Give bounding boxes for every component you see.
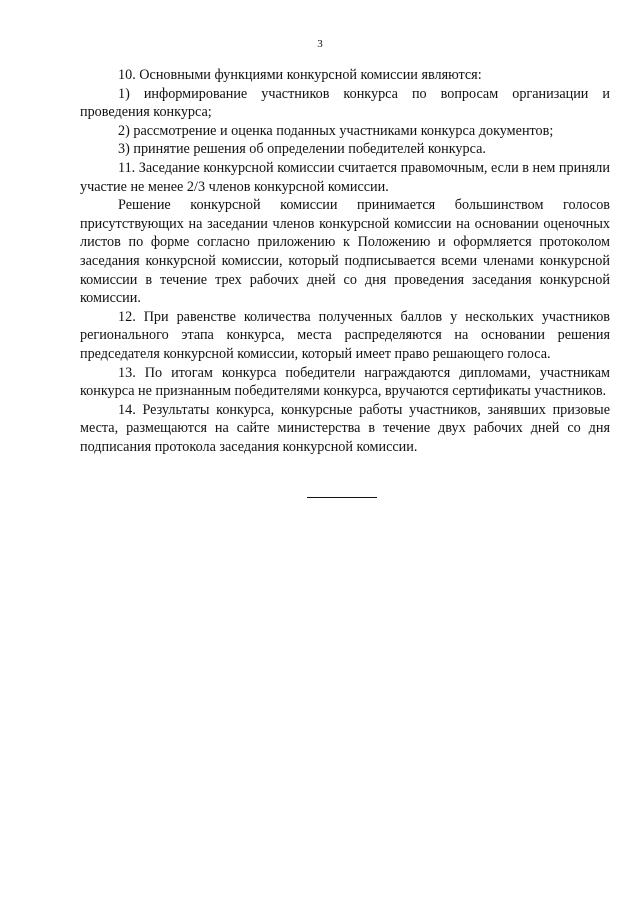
paragraph-function-2: 2) рассмотрение и оценка поданных участниками конкурса документов; bbox=[118, 122, 554, 139]
paragraph-item-12: 12. При равенстве количества полученных баллов у нескольких участников регионального этапа конкурса, места распределяются на основании решения председателя конкурсной комиссии, который имеет право решающего голоса. bbox=[80, 308, 610, 362]
paragraph-item-11: 11. Заседание конкурсной комиссии считается правомочным, если в нем приняли участие не менее 2/3 членов конкурсной комиссии. bbox=[80, 159, 610, 195]
paragraph-function-1: 1) информирование участников конкурса по вопросам организации и проведения конкурса; bbox=[80, 85, 610, 121]
closing-divider-line bbox=[307, 497, 377, 498]
document-body bbox=[80, 66, 610, 456]
paragraph-item-14: 14. Результаты конкурса, конкурсные работы участников, занявших призовые места, размещаются на сайте министерства в течение двух рабочих дней со дня подписания протокола заседания конкурсной комиссии. bbox=[80, 401, 610, 455]
paragraph-decision: Решение конкурсной комиссии принимается большинством голосов присутствующих на заседании членов конкурсной комиссии на основании оценочных листов по форме согласно приложению к Положению и оформляется протоколом заседания конкурсной комиссии, который подписывается всеми членами конкурсной комиссии в течение трех рабочих дней со дня проведения заседания конкурсной комиссии. bbox=[80, 197, 610, 307]
paragraph-functions-heading: 10. Основными функциями конкурсной комиссии являются: bbox=[118, 67, 482, 83]
page-number: 3 bbox=[317, 38, 323, 50]
paragraph-item-13: 13. По итогам конкурса победители награждаются дипломами, участникам конкурса не признанным победителями конкурса, вручаются сертификаты участников. bbox=[80, 364, 610, 400]
paragraph-function-3: 3) принятие решения об определении победителей конкурса. bbox=[118, 141, 486, 158]
